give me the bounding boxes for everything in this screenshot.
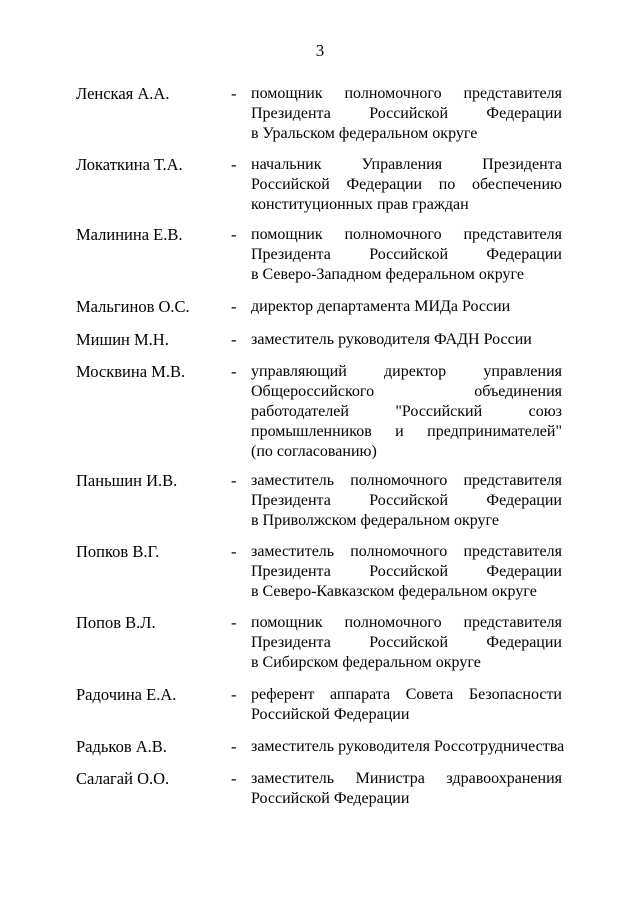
person-position [251,84,562,144]
person-position [251,769,562,809]
person-name: Мальгинов О.С. [76,297,190,316]
position-line: (по согласованию) [251,443,377,460]
person-position [251,542,562,602]
person-name: Паньшин И.В. [76,471,178,490]
person-name: Ленская А.А. [76,84,170,103]
separator-dash: - [231,330,237,349]
person-position [251,613,562,673]
separator-dash: - [231,737,237,756]
separator-dash: - [231,155,237,174]
position-line: заместитель полномочного представителя [251,472,562,489]
position-line: управляющий директор управления [251,363,562,380]
separator-dash: - [231,542,237,561]
position-line: помощник полномочного представителя [251,85,562,102]
person-position [251,155,562,215]
person-position [251,685,562,725]
position-line: в Приволжском федеральном округе [251,512,499,529]
position-line: референт аппарата Совета Безопасности [251,686,562,703]
person-name: Попов В.Л. [76,613,156,632]
position-line: помощник полномочного представителя [251,614,562,631]
position-line: заместитель руководителя ФАДН России [251,331,532,348]
position-line: промышленников и предпринимателей" [251,423,562,440]
position-line: в Сибирском федеральном округе [251,654,481,671]
position-line: в Северо-Кавказском федеральном округе [251,583,537,600]
person-position [251,225,562,285]
position-line: заместитель руководителя Россотрудничества [251,738,565,755]
position-line: в Уральском федеральном округе [251,125,478,142]
separator-dash: - [231,685,237,704]
person-name: Локаткина Т.А. [76,155,183,174]
position-line: Президента Российской Федерации [251,563,562,580]
person-name: Москвина М.В. [76,362,186,381]
person-position [251,297,562,317]
position-line: заместитель Министра здравоохранения [251,770,562,787]
person-name: Мишин М.Н. [76,330,169,349]
person-name: Радьков А.В. [76,737,167,756]
separator-dash: - [231,471,237,490]
page-number: 3 [315,41,325,60]
position-line: Президента Российской Федерации [251,105,562,122]
person-position [251,362,562,462]
position-line: Российской Федерации по обеспечению [251,176,562,193]
position-line: помощник полномочного представителя [251,226,562,243]
person-position [251,737,565,757]
position-line: заместитель полномочного представителя [251,543,562,560]
position-line: директор департамента МИДа России [251,298,511,315]
separator-dash: - [231,84,237,103]
person-name: Малинина Е.В. [76,225,183,244]
position-line: конституционных прав граждан [251,196,469,213]
position-line: Президента Российской Федерации [251,634,562,651]
position-line: Общероссийского объединения [251,383,562,400]
person-name: Попков В.Г. [76,542,160,561]
separator-dash: - [231,362,237,381]
position-line: в Северо-Западном федеральном округе [251,266,524,283]
position-line: Российской Федерации [251,790,410,807]
position-line: начальник Управления Президента [251,156,562,173]
separator-dash: - [231,225,237,244]
separator-dash: - [231,613,237,632]
position-line: Президента Российской Федерации [251,492,562,509]
position-line: Президента Российской Федерации [251,246,562,263]
person-position [251,330,562,350]
position-line: Российской Федерации [251,706,410,723]
person-name: Радочина Е.А. [76,685,177,704]
person-name: Салагай О.О. [76,769,170,788]
separator-dash: - [231,769,237,788]
position-line: работодателей "Российский союз [251,403,562,420]
separator-dash: - [231,297,237,316]
person-position [251,471,562,531]
